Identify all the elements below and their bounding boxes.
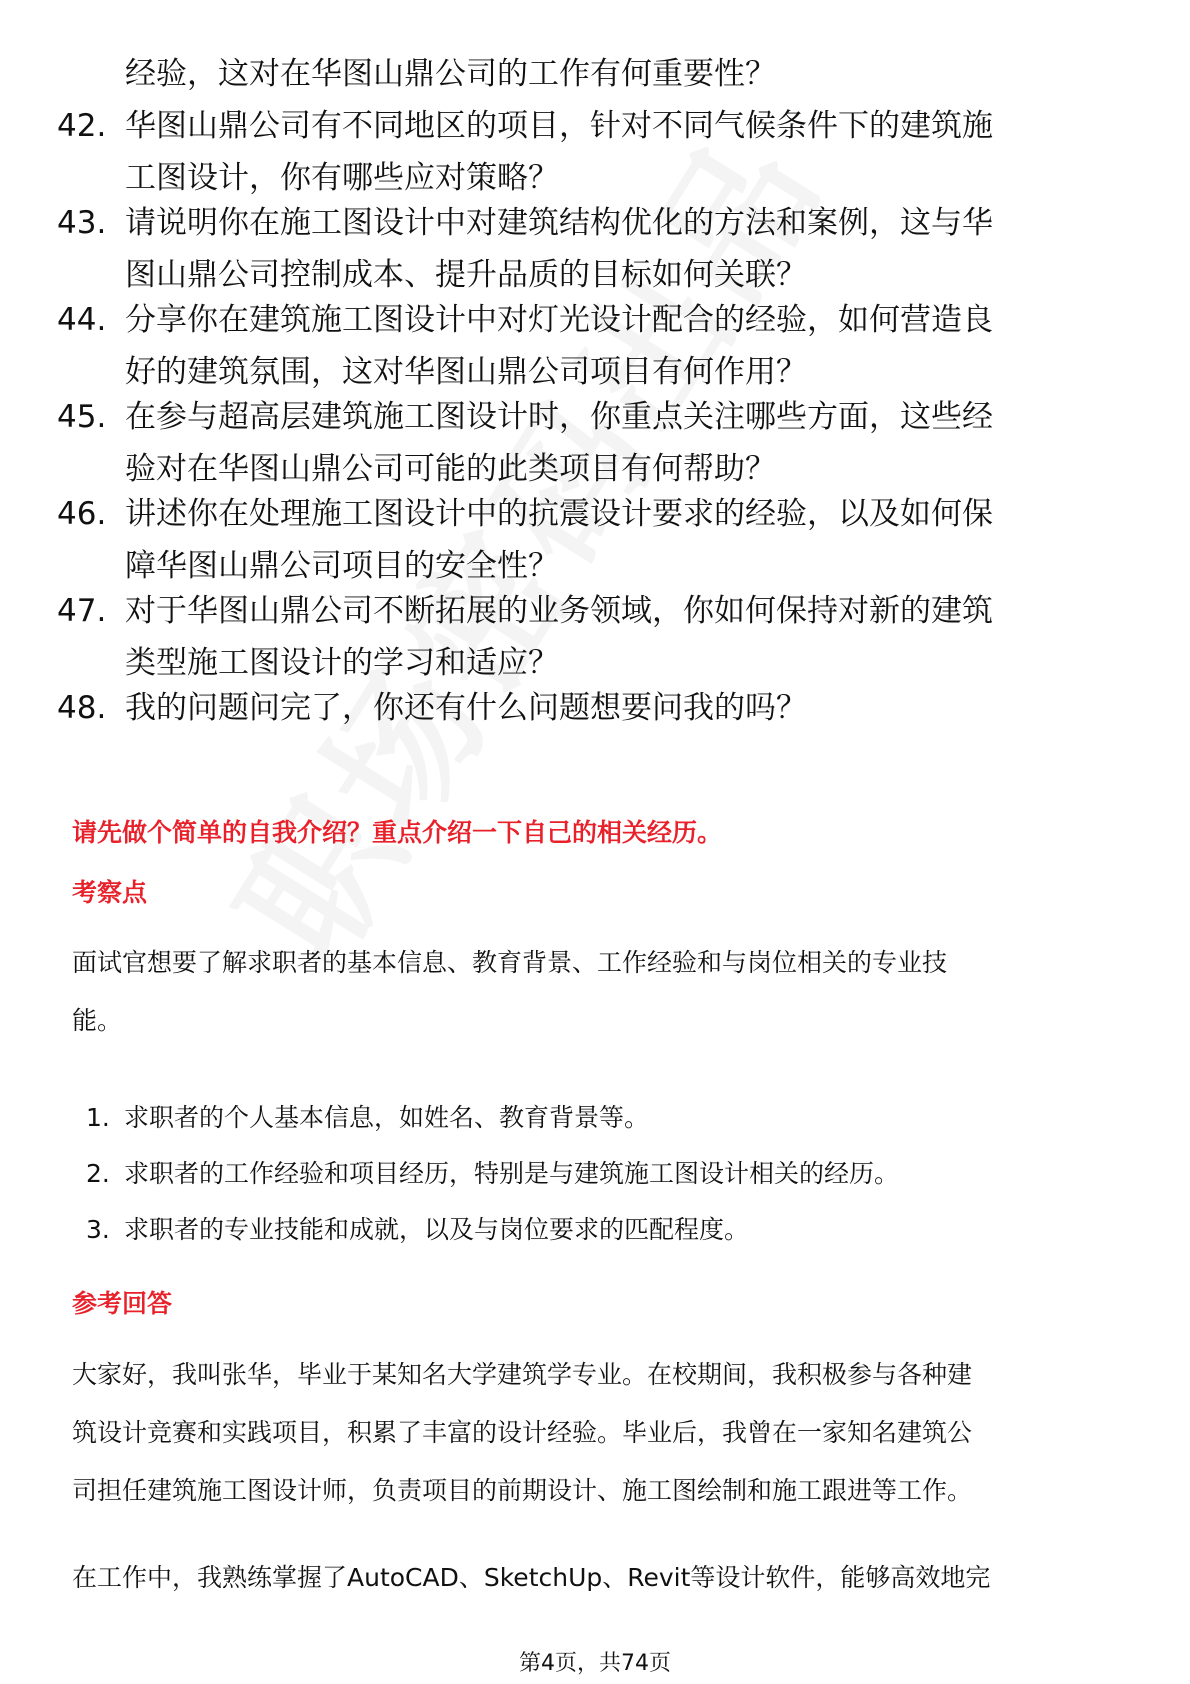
question-line: 障华图山鼎公司项目的安全性？: [125, 548, 559, 584]
paragraph-line: 在工作中，我熟练掌握了AutoCAD、SketchUp、Revit等设计软件，能够高效地完: [72, 1563, 991, 1592]
paragraph-line: 司担任建筑施工图设计师，负责项目的前期设计、施工图绘制和施工跟进等工作。: [72, 1476, 973, 1505]
question-line: 图山鼎公司控制成本、提升品质的目标如何关联？: [125, 257, 807, 293]
label-reference-answer: 参考回答: [72, 1289, 173, 1318]
section-title: 请先做个简单的自我介绍？重点介绍一下自己的相关经历。: [72, 818, 723, 847]
question-line: 好的建筑氛围，这对华图山鼎公司项目有何作用？: [125, 354, 807, 390]
question-line: 类型施工图设计的学习和适应？: [125, 645, 559, 681]
paragraph-line: 大家好，我叫张华，毕业于某知名大学建筑学专业。在校期间，我积极参与各种建: [72, 1360, 973, 1389]
question-line: 华图山鼎公司有不同地区的项目，针对不同气候条件下的建筑施: [125, 108, 993, 144]
list-text: 求职者的个人基本信息，如姓名、教育背景等。: [124, 1103, 650, 1132]
page-footer: 第4页，共74页: [519, 1651, 671, 1676]
question-line: 验对在华图山鼎公司可能的此类项目有何帮助？: [125, 451, 776, 487]
question-item-43: [0, 197, 1190, 301]
assessment-intro: [72, 934, 1132, 1050]
question-text: [125, 100, 1125, 204]
question-number: 48.: [57, 690, 107, 726]
question-text: [125, 294, 1125, 398]
question-item-48: [0, 682, 1190, 734]
list-number: 1.: [86, 1103, 110, 1132]
question-item-46: [0, 488, 1190, 592]
question-line: 请说明你在施工图设计中对建筑结构优化的方法和案例，这与华: [125, 205, 993, 241]
question-line: 讲述你在处理施工图设计中的抗震设计要求的经验，以及如何保: [125, 496, 993, 532]
question-text: [125, 488, 1125, 592]
list-item: [0, 1090, 1190, 1146]
list-item: [0, 1146, 1190, 1202]
question-line: 工图设计，你有哪些应对策略？: [125, 160, 559, 196]
question-number: 45.: [57, 399, 107, 435]
list-text: 求职者的专业技能和成就，以及与岗位要求的匹配程度。: [124, 1215, 750, 1244]
question-item-47: [0, 585, 1190, 689]
question-number: 42.: [57, 108, 107, 144]
question-text: [125, 197, 1125, 301]
question-number: 44.: [57, 302, 107, 338]
paragraph-line: 面试官想要了解求职者的基本信息、教育背景、工作经验和与岗位相关的专业技: [72, 948, 948, 977]
label-assessment-points: 考察点: [72, 878, 148, 907]
list-number: 2.: [86, 1159, 110, 1188]
question-line: 对于华图山鼎公司不断拓展的业务领域，你如何保持对新的建筑: [125, 593, 993, 629]
question-line: 我的问题问完了，你还有什么问题想要问我的吗？: [125, 690, 807, 726]
question-number: 47.: [57, 593, 107, 629]
question-line: 分享你在建筑施工图设计中对灯光设计配合的经验，如何营造良: [125, 302, 993, 338]
question-item-42: [0, 100, 1190, 204]
question-line: 在参与超高层建筑施工图设计时，你重点关注哪些方面，这些经: [125, 399, 993, 435]
question-text: [125, 391, 1125, 495]
paragraph-line: 筑设计竞赛和实践项目，积累了丰富的设计经验。毕业后，我曾在一家知名建筑公: [72, 1418, 973, 1447]
question-number: 43.: [57, 205, 107, 241]
question-text: [125, 682, 1125, 734]
answer-paragraph-2: [72, 1549, 1132, 1607]
paragraph-line: 能。: [72, 1006, 123, 1035]
question-item-45: [0, 391, 1190, 495]
question-text: [125, 585, 1125, 689]
list-number: 3.: [86, 1215, 110, 1244]
list-item: [0, 1202, 1190, 1258]
list-text: 求职者的工作经验和项目经历，特别是与建筑施工图设计相关的经历。: [124, 1159, 900, 1188]
answer-paragraph-1: [72, 1346, 1132, 1520]
question-item-44: [0, 294, 1190, 398]
question-number: 46.: [57, 496, 107, 532]
question-continuation: 经验，这对在华图山鼎公司的工作有何重要性？: [125, 56, 776, 92]
